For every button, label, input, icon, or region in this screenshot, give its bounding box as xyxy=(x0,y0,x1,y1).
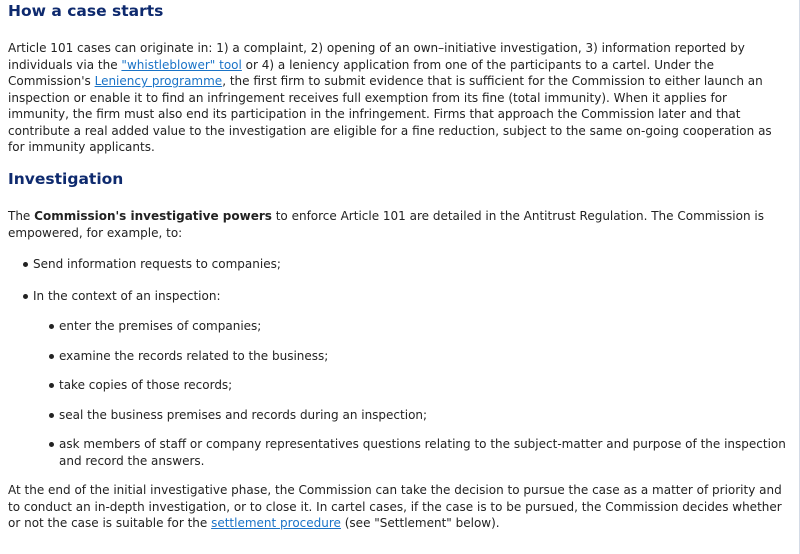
text-segment: , the first firm to submit evidence that is sufficient for the Commission to either launch an inspection or enable it to find an infringement receives full exemption from its fine (total immunity). When it applies for immunity, the firm must also end its participation in the infringement. Firms that approach the Commission later and that contribute a real added value to the investigation are eligible for a fine reduction, subject to the same on-going cooperation as for immunity applicants. xyxy=(8,74,772,154)
text-segment: The xyxy=(8,209,35,223)
text-segment: to enforce Article 101 are detailed in the Antitrust Regulation. The Commission is empowered, for example, to: xyxy=(8,209,764,240)
list-item xyxy=(33,288,791,470)
list-item-text: In the context of an inspection: xyxy=(33,288,221,303)
text-segment: At the end of the initial investigative phase, the Commission can take the decision to pursue the case as a matter of priority and to conduct an in-depth investigation, or to close it. In cartel cases, if the case is to be pursued, the Commission decides whether or not the case is suitable for the xyxy=(8,483,782,530)
bold-investigative-powers: Commission's investigative powers xyxy=(34,209,272,223)
list-item xyxy=(33,256,791,273)
inspection-sub-list xyxy=(59,318,791,469)
text-segment: Article 101 cases can originate in: 1) a complaint, 2) opening of an own–initiative investigation, 3) information reported by individuals via the xyxy=(8,41,745,72)
paragraph-investigation-outcome xyxy=(8,482,791,532)
link-whistleblower-tool[interactable]: "whistleblower" tool xyxy=(121,57,242,72)
paragraph-case-origins xyxy=(8,40,791,156)
text-segment: or 4) a leniency application from one of the participants to a cartel. Under the Commission's xyxy=(8,57,715,88)
sub-list-item: examine the records related to the business; xyxy=(59,348,791,365)
text-segment: (see "Settlement" below). xyxy=(340,516,500,530)
heading-how-a-case-starts: How a case starts xyxy=(8,2,164,20)
list-item-text: Send information requests to companies; xyxy=(33,257,281,271)
powers-list xyxy=(33,256,791,484)
link-leniency-programme[interactable]: Leniency programme xyxy=(94,74,223,88)
sub-list-item: enter the premises of companies; xyxy=(59,318,791,335)
sub-list-item: take copies of those records; xyxy=(59,377,791,394)
heading-investigation: Investigation xyxy=(8,170,124,188)
sub-list-item: seal the business premises and records during an inspection; xyxy=(59,407,791,424)
paragraph-investigative-powers xyxy=(8,208,791,241)
link-settlement-procedure[interactable]: settlement procedure xyxy=(211,516,341,530)
sub-list-item: ask members of staff or company representatives questions relating to the subject-matter and purpose of the inspection and record the answers. xyxy=(59,436,791,469)
